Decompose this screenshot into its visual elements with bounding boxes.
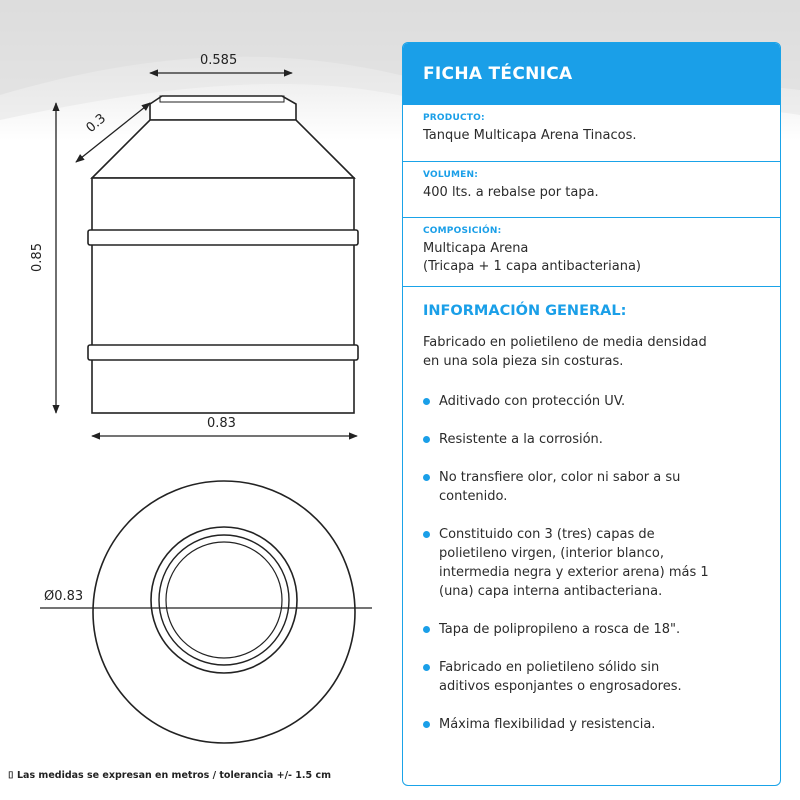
bullet-dot-icon [423, 664, 430, 671]
bullet-dot-icon [423, 436, 430, 443]
intro-line: Fabricado en polietileno de media densidad [423, 335, 707, 350]
spec-value: Tanque Multicapa Arena Tinacos. [423, 128, 637, 143]
dim-label-diameter: Ø0.83 [44, 589, 84, 604]
spec-label: PRODUCTO: [423, 113, 485, 123]
bullet-dot-icon [423, 398, 430, 405]
bullet-line: aditivos esponjantes o engrosadores. [439, 679, 682, 694]
bullet-dot-icon [423, 531, 430, 538]
bullet-line: Máxima flexibilidad y resistencia. [439, 717, 656, 732]
spec-label: COMPOSICIÓN: [423, 226, 502, 236]
list-item [423, 620, 764, 639]
list-item [423, 392, 764, 411]
dim-label-height: 0.85 [29, 243, 45, 272]
bullet-line: Constituido con 3 (tres) capas de [439, 527, 655, 542]
list-item [423, 658, 764, 696]
spec-value: 400 lts. a rebalse por tapa. [423, 185, 599, 200]
general-info-intro [423, 333, 764, 371]
bullet-dot-icon [423, 626, 430, 633]
feature-list [423, 392, 764, 734]
list-item [423, 468, 764, 506]
spec-row-composition [403, 218, 780, 287]
bullet-line: intermedia negra y exterior arena) más 1 [439, 565, 709, 580]
tank-body [92, 178, 354, 413]
dim-label-diagonal: 0.3 [83, 111, 110, 136]
card-header [403, 43, 780, 105]
bullet-line: Aditivado con protección UV. [439, 394, 626, 409]
bullet-line: Fabricado en polietileno sólido sin [439, 660, 660, 675]
bullet-line: Resistente a la corrosión. [439, 432, 603, 447]
spec-value: (Tricapa + 1 capa antibacteriana) [423, 259, 641, 274]
list-item [423, 430, 764, 449]
list-item [423, 715, 764, 734]
technical-sheet-card [402, 42, 781, 786]
spec-row-product [403, 105, 780, 162]
bullet-line: contenido. [439, 489, 508, 504]
tank-ring-upper [88, 230, 358, 245]
spec-value: Multicapa Arena [423, 241, 529, 256]
measurement-footnote: ⌷ Las medidas se expresan en metros / tolerancia +/- 1.5 cm [8, 770, 331, 781]
card-title: FICHA TÉCNICA [423, 64, 573, 84]
bullet-line: No transfiere olor, color ni sabor a su [439, 470, 681, 485]
general-info-title: INFORMACIÓN GENERAL: [423, 303, 627, 319]
list-item [423, 525, 764, 601]
bullet-line: (una) capa interna antibacteriana. [439, 584, 663, 599]
tank-shoulder [92, 120, 354, 178]
bullet-dot-icon [423, 721, 430, 728]
tank-lid [150, 96, 296, 120]
dim-label-base-width: 0.83 [207, 416, 236, 431]
general-info-section [403, 287, 780, 734]
bullet-line: Tapa de polipropileno a rosca de 18". [439, 622, 681, 637]
dim-label-top-width: 0.585 [200, 53, 238, 68]
intro-line: en una sola pieza sin costuras. [423, 354, 624, 369]
spec-row-volume [403, 162, 780, 218]
bullet-line: polietileno virgen, (interior blanco, [439, 546, 664, 561]
bullet-dot-icon [423, 474, 430, 481]
spec-label: VOLUMEN: [423, 170, 479, 180]
top-view-lid-inner [166, 542, 282, 658]
tank-ring-lower [88, 345, 358, 360]
